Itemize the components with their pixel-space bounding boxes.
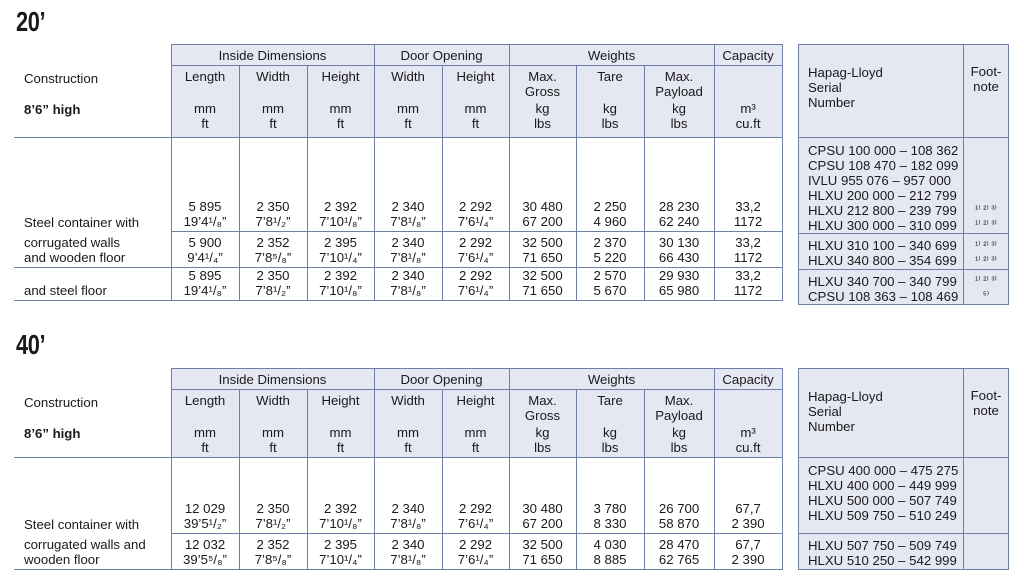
column-header xyxy=(509,66,576,138)
value-cell xyxy=(644,138,714,232)
imperial-value: 7’8¹/₈” xyxy=(390,516,426,531)
metric-value: 29 930 xyxy=(658,268,700,283)
serial-range: HLXU 510 250 – 542 999 xyxy=(808,553,957,568)
imperial-value: 62 240 xyxy=(658,214,700,229)
column-unit: mm xyxy=(397,101,419,116)
group-inside-dimensions: Inside Dimensions xyxy=(171,369,374,390)
serial-range: HLXU 310 100 – 340 699 xyxy=(808,238,957,253)
value-cell xyxy=(644,232,714,268)
column-unit-alt: ft xyxy=(404,116,412,131)
column-unit-alt: ft xyxy=(404,440,412,455)
column-header xyxy=(714,66,782,138)
serial-range-cell xyxy=(799,138,964,234)
value-cell xyxy=(239,458,307,534)
column-unit: kg xyxy=(672,101,686,116)
column-header xyxy=(576,66,644,138)
imperial-value: 71 650 xyxy=(522,552,563,567)
metric-value: 2 350 xyxy=(256,268,290,283)
table-row xyxy=(14,138,782,232)
column-unit-alt: ft xyxy=(336,116,345,131)
imperial-value: 5 220 xyxy=(593,250,627,265)
column-unit: kg xyxy=(603,425,617,440)
column-name: Height xyxy=(456,393,495,408)
column-name: Height xyxy=(321,393,360,408)
column-name: Width xyxy=(256,69,290,84)
spec-table-20ft xyxy=(14,44,783,301)
column-name: Max. Gross xyxy=(524,69,561,99)
value-cell xyxy=(307,138,374,232)
column-unit-alt: ft xyxy=(269,440,277,455)
serial-range: HLXU 212 800 – 239 799 xyxy=(808,203,957,218)
metric-value: 32 500 xyxy=(522,537,563,552)
serial-range-cell xyxy=(799,234,964,270)
serial-range: IVLU 955 076 – 957 000 xyxy=(808,173,951,188)
column-unit-alt: lbs xyxy=(670,440,688,455)
column-unit-alt: ft xyxy=(269,116,277,131)
value-cell xyxy=(576,138,644,232)
metric-value: 33,2 xyxy=(735,199,761,214)
imperial-value: 7’8¹/₂” xyxy=(255,283,291,298)
metric-value: 2 392 xyxy=(323,501,357,516)
group-capacity: Capacity xyxy=(714,369,782,390)
spec-table-40ft xyxy=(14,368,783,570)
serial-range: HLXU 400 000 – 449 999 xyxy=(808,478,957,493)
column-name: Width xyxy=(391,393,425,408)
column-unit-alt: lbs xyxy=(601,440,619,455)
column-name: Max. Payload xyxy=(655,393,703,423)
metric-value: 2 340 xyxy=(391,199,425,214)
imperial-value: 7’6¹/₄” xyxy=(457,250,494,265)
footnote-header: Foot- note xyxy=(964,45,1009,138)
group-inside-dimensions: Inside Dimensions xyxy=(171,45,374,66)
column-header xyxy=(307,66,374,138)
imperial-value: 7’6¹/₄” xyxy=(457,516,494,531)
value-cell xyxy=(442,458,509,534)
metric-value: 2 292 xyxy=(459,268,493,283)
value-cell xyxy=(307,232,374,268)
column-header xyxy=(644,66,714,138)
serial-range: CPSU 108 363 – 108 469 xyxy=(808,289,959,304)
group-door-opening: Door Opening xyxy=(374,45,509,66)
column-name: Length xyxy=(184,69,226,84)
construction-type: Steel container with xyxy=(14,458,171,534)
metric-value: 28 470 xyxy=(658,537,700,552)
metric-value: 2 340 xyxy=(391,537,425,552)
imperial-value: 62 765 xyxy=(658,552,700,567)
value-cell xyxy=(509,534,576,570)
imperial-value: 65 980 xyxy=(658,283,700,298)
imperial-value: 39’5⁵/₈” xyxy=(183,552,227,567)
column-unit: mm xyxy=(329,101,352,116)
construction-type: Steel container with xyxy=(14,138,171,232)
serial-range: HLXU 340 800 – 354 699 xyxy=(808,253,957,268)
serial-table-40ft xyxy=(798,368,1009,570)
imperial-value: 7’10¹/₈” xyxy=(319,283,362,298)
metric-value: 2 292 xyxy=(459,537,493,552)
column-unit: mm xyxy=(397,425,419,440)
column-unit: mm xyxy=(464,425,487,440)
value-cell xyxy=(714,268,782,301)
column-header xyxy=(307,390,374,458)
imperial-value: 7’8¹/₈” xyxy=(390,250,426,265)
value-cell xyxy=(644,268,714,301)
construction-type: corrugated walls and wooden floor xyxy=(14,534,171,570)
value-cell xyxy=(509,138,576,232)
footnote-header: Foot- note xyxy=(964,369,1009,458)
column-header xyxy=(442,66,509,138)
group-capacity: Capacity xyxy=(714,45,782,66)
value-cell xyxy=(239,232,307,268)
value-cell xyxy=(307,458,374,534)
metric-value: 2 292 xyxy=(459,235,493,250)
group-door-opening: Door Opening xyxy=(374,369,509,390)
column-header xyxy=(644,390,714,458)
column-unit: kg xyxy=(535,101,550,116)
imperial-value: 8 885 xyxy=(593,552,627,567)
table-row xyxy=(14,232,782,268)
column-unit-alt: lbs xyxy=(601,116,619,131)
serial-range: HLXU 509 750 – 510 249 xyxy=(808,508,957,523)
metric-value: 2 340 xyxy=(391,268,425,283)
imperial-value: 19’4¹/₈” xyxy=(183,214,227,229)
metric-value: 12 032 xyxy=(184,537,226,552)
value-cell xyxy=(644,458,714,534)
value-cell xyxy=(576,458,644,534)
serial-number-header: Hapag-Lloyd Serial Number xyxy=(799,369,964,458)
column-name: Max. Payload xyxy=(655,69,703,99)
metric-value: 30 130 xyxy=(658,235,700,250)
column-unit: mm xyxy=(194,425,216,440)
imperial-value: 8 330 xyxy=(593,516,627,531)
construction-label: Construction xyxy=(24,70,99,86)
group-weights: Weights xyxy=(509,45,714,66)
imperial-value: 67 200 xyxy=(522,516,563,531)
value-cell xyxy=(714,138,782,232)
metric-value: 30 480 xyxy=(522,501,563,516)
metric-value: 30 480 xyxy=(522,199,563,214)
column-name xyxy=(715,69,782,101)
column-unit-alt: lbs xyxy=(534,440,551,455)
imperial-value: 4 960 xyxy=(593,214,627,229)
column-name: Length xyxy=(184,393,226,408)
imperial-value: 7’10¹/₈” xyxy=(319,214,362,229)
imperial-value: 7’8⁵/₈” xyxy=(254,552,292,567)
column-header xyxy=(509,390,576,458)
value-cell xyxy=(171,138,239,232)
value-cell xyxy=(509,232,576,268)
serial-table-20ft xyxy=(798,44,1009,305)
table-row xyxy=(14,458,782,534)
footnote-ref: ¹⁾ ²⁾ ³⁾ xyxy=(975,275,997,286)
value-cell xyxy=(714,232,782,268)
footnote-cell xyxy=(964,458,1009,534)
metric-value: 26 700 xyxy=(658,501,700,516)
column-name: Height xyxy=(321,69,360,84)
serial-range: HLXU 300 000 – 310 099 xyxy=(808,218,957,233)
metric-value: 2 292 xyxy=(459,199,493,214)
metric-value: 3 780 xyxy=(593,501,627,516)
column-header xyxy=(576,390,644,458)
metric-value: 2 292 xyxy=(459,501,493,516)
value-cell xyxy=(374,268,442,301)
serial-range: CPSU 108 470 – 182 099 xyxy=(808,158,959,173)
imperial-value: 1172 xyxy=(733,283,763,298)
value-cell xyxy=(239,534,307,570)
footnote-ref: ⁵⁾ xyxy=(982,290,990,301)
metric-value: 32 500 xyxy=(522,235,563,250)
imperial-value: 7’8¹/₈” xyxy=(390,552,426,567)
value-cell xyxy=(374,534,442,570)
column-name: Width xyxy=(256,393,290,408)
column-unit: m³ xyxy=(740,101,756,116)
imperial-value: 71 650 xyxy=(522,250,563,265)
serial-range-cell xyxy=(799,534,964,570)
value-cell xyxy=(442,232,509,268)
metric-value: 2 570 xyxy=(593,268,627,283)
column-name: Height xyxy=(456,69,495,84)
serial-range: HLXU 200 000 – 212 799 xyxy=(808,188,957,203)
column-header xyxy=(374,66,442,138)
serial-range: CPSU 400 000 – 475 275 xyxy=(808,463,959,478)
column-unit: mm xyxy=(194,101,216,116)
imperial-value: 7’10¹/₄” xyxy=(319,250,362,265)
value-cell xyxy=(576,268,644,301)
metric-value: 2 350 xyxy=(256,199,290,214)
value-cell xyxy=(714,458,782,534)
column-name: Max. Gross xyxy=(524,393,561,423)
height-subtitle: 8’6” high xyxy=(24,425,81,441)
column-unit: mm xyxy=(464,101,487,116)
serial-range-cell xyxy=(799,270,964,305)
column-unit-alt: ft xyxy=(336,440,345,455)
footnote-cell xyxy=(964,270,1009,305)
metric-value: 67,7 xyxy=(735,537,761,552)
table-row xyxy=(14,534,782,570)
value-cell xyxy=(442,138,509,232)
column-header xyxy=(374,390,442,458)
column-name: Tare xyxy=(597,69,623,84)
metric-value: 12 029 xyxy=(184,501,226,516)
column-name: Width xyxy=(391,69,425,84)
serial-range: CPSU 100 000 – 108 362 xyxy=(808,143,959,158)
imperial-value: 7’8⁵/₈” xyxy=(254,250,292,265)
serial-range: HLXU 500 000 – 507 749 xyxy=(808,493,957,508)
serial-range: HLXU 507 750 – 509 749 xyxy=(808,538,957,553)
column-unit-alt: ft xyxy=(201,116,209,131)
column-unit: kg xyxy=(535,425,550,440)
metric-value: 2 350 xyxy=(256,501,290,516)
value-cell xyxy=(714,534,782,570)
metric-value: 2 352 xyxy=(256,235,290,250)
column-unit: mm xyxy=(262,101,284,116)
footnote-ref: ¹⁾ ²⁾ ³⁾ xyxy=(975,255,997,266)
serial-number-header: Hapag-Lloyd Serial Number xyxy=(799,45,964,138)
imperial-value: 7’8¹/₂” xyxy=(255,214,291,229)
value-cell xyxy=(374,232,442,268)
imperial-value: 7’8¹/₂” xyxy=(255,516,291,531)
imperial-value: 5 670 xyxy=(593,283,627,298)
column-header xyxy=(442,390,509,458)
imperial-value: 2 390 xyxy=(731,516,765,531)
imperial-value: 2 390 xyxy=(731,552,765,567)
value-cell xyxy=(442,534,509,570)
metric-value: 2 392 xyxy=(323,199,357,214)
construction-type: corrugated walls and wooden floor xyxy=(14,232,171,268)
value-cell xyxy=(239,268,307,301)
metric-value: 2 370 xyxy=(593,235,627,250)
metric-value: 5 895 xyxy=(188,268,222,283)
value-cell xyxy=(171,534,239,570)
metric-value: 2 395 xyxy=(323,537,357,552)
column-unit: mm xyxy=(262,425,284,440)
serial-range: HLXU 340 700 – 340 799 xyxy=(808,274,957,289)
metric-value: 67,7 xyxy=(735,501,761,516)
footnote-ref: ¹⁾ ²⁾ ³⁾ xyxy=(975,240,997,251)
column-name: Tare xyxy=(597,393,623,408)
metric-value: 2 250 xyxy=(593,199,627,214)
value-cell xyxy=(576,232,644,268)
value-cell xyxy=(171,458,239,534)
column-unit-alt: cu.ft xyxy=(735,440,761,455)
metric-value: 32 500 xyxy=(522,268,563,283)
group-weights: Weights xyxy=(509,369,714,390)
value-cell xyxy=(442,268,509,301)
value-cell xyxy=(509,458,576,534)
column-unit-alt: lbs xyxy=(670,116,688,131)
value-cell xyxy=(509,268,576,301)
column-unit: mm xyxy=(329,425,352,440)
metric-value: 28 230 xyxy=(658,199,700,214)
imperial-value: 7’8¹/₈” xyxy=(390,214,426,229)
imperial-value: 7’6¹/₄” xyxy=(457,214,494,229)
metric-value: 2 392 xyxy=(323,268,357,283)
value-cell xyxy=(171,232,239,268)
imperial-value: 66 430 xyxy=(658,250,700,265)
imperial-value: 1172 xyxy=(733,250,763,265)
imperial-value: 71 650 xyxy=(522,283,563,298)
imperial-value: 9’4¹/₄” xyxy=(187,250,223,265)
construction-type: and steel floor xyxy=(14,268,171,301)
column-name xyxy=(715,393,782,425)
column-unit-alt: cu.ft xyxy=(735,116,761,131)
column-unit-alt: lbs xyxy=(534,116,551,131)
column-unit: kg xyxy=(672,425,686,440)
table-row xyxy=(14,268,782,301)
metric-value: 5 895 xyxy=(188,199,222,214)
value-cell xyxy=(374,138,442,232)
column-unit-alt: ft xyxy=(201,440,209,455)
value-cell xyxy=(307,534,374,570)
metric-value: 2 395 xyxy=(323,235,357,250)
height-subtitle: 8’6” high xyxy=(24,101,81,117)
imperial-value: 7’10¹/₈” xyxy=(319,516,362,531)
imperial-value: 19’4¹/₈” xyxy=(183,283,227,298)
column-header xyxy=(714,390,782,458)
column-unit: kg xyxy=(603,101,617,116)
footnote-ref: ¹⁾ ²⁾ ³⁾ xyxy=(975,204,997,215)
value-cell xyxy=(307,268,374,301)
metric-value: 2 340 xyxy=(391,235,425,250)
serial-range-cell xyxy=(799,458,964,534)
imperial-value: 7’6¹/₄” xyxy=(457,283,494,298)
imperial-value: 7’10¹/₄” xyxy=(319,552,362,567)
column-unit-alt: ft xyxy=(471,116,480,131)
metric-value: 33,2 xyxy=(735,268,761,283)
value-cell xyxy=(374,458,442,534)
metric-value: 4 030 xyxy=(593,537,627,552)
imperial-value: 67 200 xyxy=(522,214,563,229)
imperial-value: 7’6¹/₄” xyxy=(457,552,494,567)
value-cell xyxy=(171,268,239,301)
value-cell xyxy=(644,534,714,570)
imperial-value: 58 870 xyxy=(658,516,700,531)
heading-20ft: 20’ xyxy=(16,6,46,37)
footnote-cell xyxy=(964,234,1009,270)
imperial-value: 1172 xyxy=(733,214,763,229)
footnote-cell xyxy=(964,138,1009,234)
heading-40ft: 40’ xyxy=(16,329,46,360)
construction-label: Construction xyxy=(24,394,99,410)
value-cell xyxy=(576,534,644,570)
imperial-value: 39’5¹/₂” xyxy=(183,516,227,531)
column-header xyxy=(239,390,307,458)
footnote-cell xyxy=(964,534,1009,570)
column-header xyxy=(171,66,239,138)
metric-value: 2 352 xyxy=(256,537,290,552)
metric-value: 33,2 xyxy=(735,235,761,250)
column-header xyxy=(171,390,239,458)
metric-value: 2 340 xyxy=(391,501,425,516)
column-unit-alt: ft xyxy=(471,440,480,455)
value-cell xyxy=(239,138,307,232)
column-unit: m³ xyxy=(740,425,756,440)
column-header xyxy=(239,66,307,138)
metric-value: 5 900 xyxy=(188,235,222,250)
footnote-ref: ¹⁾ ²⁾ ³⁾ xyxy=(975,219,997,230)
imperial-value: 7’8¹/₈” xyxy=(390,283,426,298)
